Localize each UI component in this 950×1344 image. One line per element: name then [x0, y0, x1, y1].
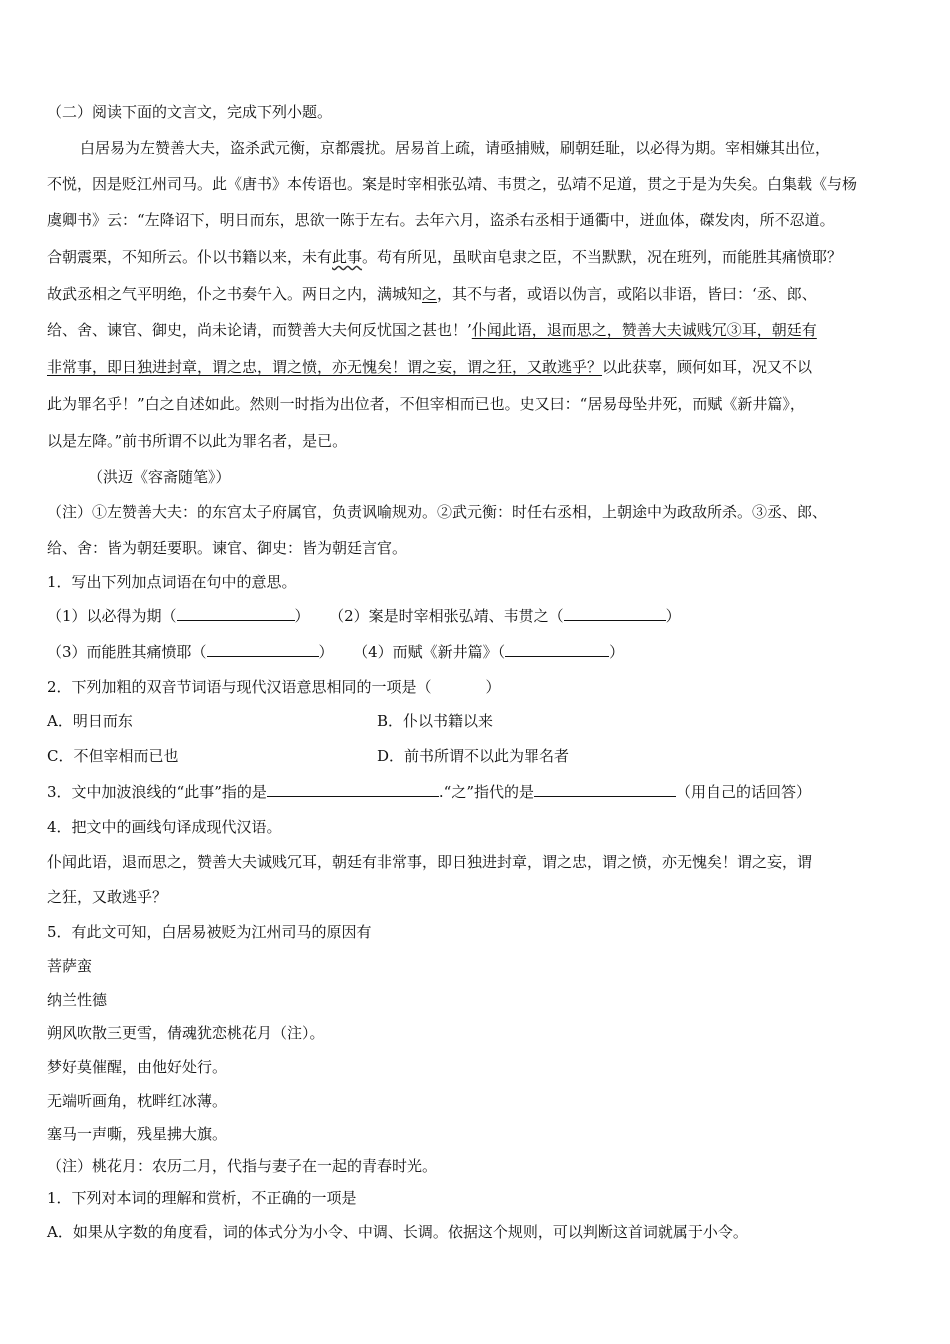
sub-question: （1）以必得为期（: [47, 607, 177, 625]
passage-text: ，其不与者，或语以伪言，或陷以非语，皆曰：‘丞、郎、: [437, 285, 817, 303]
question-stem: [47, 782, 907, 802]
answer-blank[interactable]: [534, 782, 676, 797]
underlined-sentence: 仆闻此语，退而思之，赞善大夫诚贱冗③耳，朝廷有: [471, 321, 817, 339]
note-line: 给、舍：皆为朝廷要职。谏官、御史：皆为朝廷言官。: [47, 539, 408, 557]
option-a[interactable]: A．明日而东: [47, 712, 133, 730]
section-title: （二）阅读下面的文言文，完成下列小题。: [47, 103, 333, 121]
poem-line: 朔风吹散三更雪，倩魂犹恋桃花月（注）。: [47, 1024, 325, 1042]
note-line: （注）①左赞善大夫：的东宫太子府属官，负责讽喻规劝。②武元衡：时任右丞相，上朝途中为政敌所杀。③丞、郎、: [47, 503, 828, 521]
option-c[interactable]: C．不但宰相而已也: [47, 747, 179, 765]
passage-line: [47, 357, 907, 377]
options-row: [47, 746, 907, 766]
passage-line: [47, 320, 907, 340]
answer-blank[interactable]: [207, 642, 319, 657]
passage-source: （洪迈《容斋随笔》）: [88, 468, 231, 486]
answer-blank[interactable]: [505, 642, 609, 657]
poem-line: 无端听画角，枕畔红冰薄。: [47, 1092, 228, 1110]
paren-close: ）: [609, 643, 625, 661]
poem-author: 纳兰性德: [47, 991, 108, 1009]
option-a[interactable]: A．如果从字数的角度看，词的体式分为小令、中调、长调。依据这个规则，可以判断这首词就属于小令。: [47, 1223, 748, 1241]
underlined-sentence: 非常事，即日独进封章，谓之忠，谓之愤，亦无愧矣！谓之妄，谓之狂，又敢逃乎？: [47, 358, 603, 376]
question-stem: 1．写出下列加点词语在句中的意思。: [47, 573, 297, 591]
answer-blank[interactable]: [177, 606, 295, 621]
question-items-row: [47, 642, 907, 662]
question-text-line: 仆闻此语，退而思之，赞善大夫诚贱冗耳，朝廷有非常事，即日独进封章，谓之忠，谓之愤，亦无愧矣！谓之妄，谓: [47, 853, 813, 871]
passage-line: 虞卿书》云：“左降诏下，明日而东，思欲一陈于左右。去年六月，盗杀右丞相于通衢中，迸血体，磔发肉，所不忍道。: [47, 211, 835, 229]
passage-text: 故武丞相之气平明绝，仆之书奏午入。两日之内，满城知: [47, 285, 423, 303]
passage-line: [47, 284, 907, 304]
passage-line: 白居易为左赞善大夫，盗杀武元衡，京都震扰。居易首上疏，请亟捕贼，刷朝廷耻，以必得为期。宰相嫌其出位，: [80, 139, 831, 157]
passage-text: 给、舍、谏官、御史，尚未论请，而赞善大夫何反忧国之甚也！’: [47, 321, 472, 339]
option-b[interactable]: B．仆以书籍以来: [377, 712, 494, 730]
poem-note: （注）桃花月：农历二月，代指与妻子在一起的青春时光。: [47, 1157, 438, 1175]
question-text: .“之”指代的是: [438, 783, 534, 801]
question-stem: 4．把文中的画线句译成现代汉语。: [47, 818, 282, 836]
poem-line: 梦好莫催醒，由他好处行。: [47, 1058, 228, 1076]
paren-close: ）: [485, 678, 501, 696]
paren-close: ）: [294, 607, 310, 625]
answer-blank[interactable]: [564, 606, 666, 621]
passage-text: 以此获辜，顾何如耳，况又不以: [602, 358, 813, 376]
poem-title: 菩萨蛮: [47, 957, 93, 975]
question-stem: 5．有此文可知，白居易被贬为江州司马的原因有: [47, 923, 372, 941]
passage-text: 合朝震栗，不知所云。仆以书籍以来，未有: [47, 248, 333, 266]
question-stem-text: 2．下列加粗的双音节词语与现代汉语意思相同的一项是（: [47, 678, 432, 696]
sub-question: （4）而赋《新井篇》（: [353, 643, 506, 661]
question-stem: [47, 677, 907, 697]
wavy-underlined-phrase: 此事: [332, 248, 363, 266]
question-stem: 1．下列对本词的理解和赏析，不正确的一项是: [47, 1189, 357, 1207]
question-text-line: 之狂，又敢逃乎？: [47, 888, 168, 906]
poem-line: 塞马一声嘶，残星拂大旗。: [47, 1125, 228, 1143]
paren-close: ）: [665, 607, 681, 625]
dotted-word: 之: [422, 285, 438, 303]
sub-question: （2）案是时宰相张弘靖、韦贯之（: [329, 607, 564, 625]
passage-line: 以是左降。”前书所谓不以此为罪名者，是已。: [47, 432, 348, 450]
passage-text: 。苟有所见，虽畎亩皂隶之臣，不当默默，况在班列，而能胜其痛愤耶？: [362, 248, 843, 266]
question-items-row: [47, 606, 907, 626]
option-d[interactable]: D．前书所谓不以此为罪名者: [377, 747, 570, 765]
question-text: （用自己的话回答）: [676, 783, 812, 801]
paren-close: ）: [318, 643, 334, 661]
passage-line: 此为罪名乎！”白之自述如此。然则一时指为出位者，不但宰相而已也。史又曰：“居易母坠井死，而赋《新井篇》，: [47, 395, 805, 413]
answer-blank[interactable]: [267, 782, 439, 797]
question-text: 3．文中加波浪线的“此事”指的是: [47, 783, 267, 801]
passage-line: 不悦，因是贬江州司马。此《唐书》本传语也。案是时宰相张弘靖、韦贯之，弘靖不足道，贯之于是为失矣。白集载《与杨: [47, 175, 858, 193]
passage-line: [47, 247, 907, 267]
sub-question: （3）而能胜其痛愤耶（: [47, 643, 207, 661]
options-row: [47, 711, 907, 731]
